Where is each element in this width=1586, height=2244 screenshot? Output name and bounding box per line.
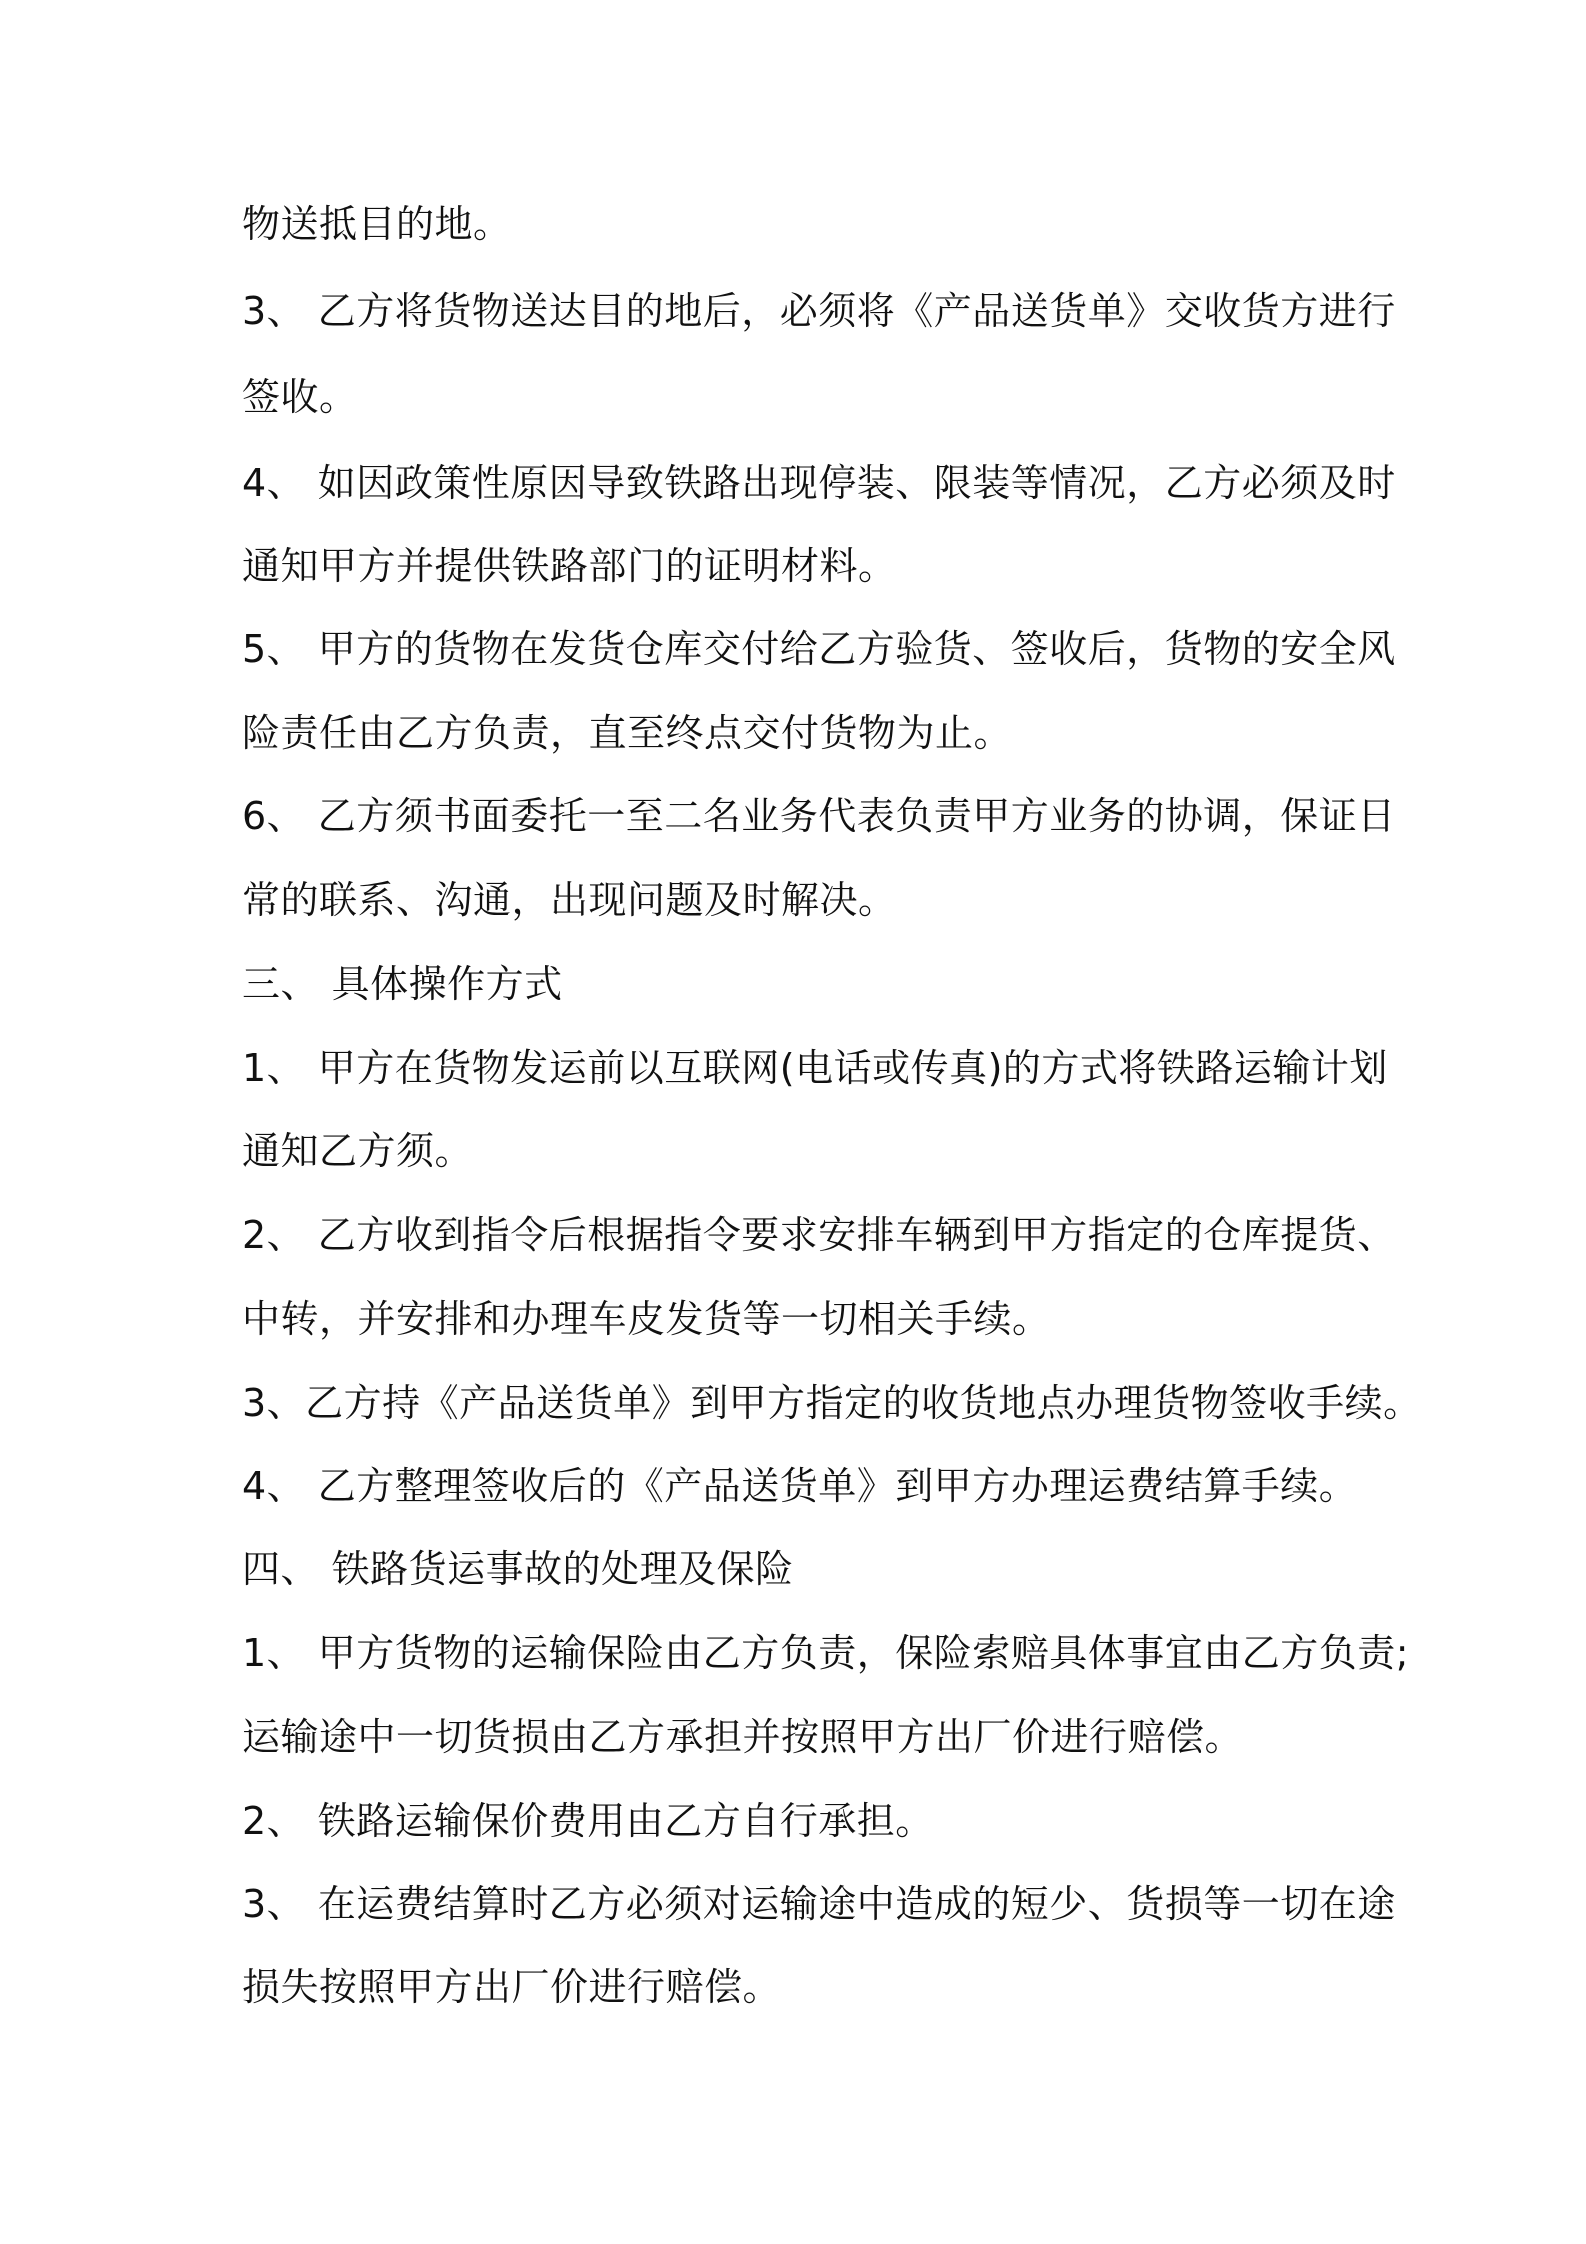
- text-line: 2、 铁路运输保价费用由乙方自行承担。: [242, 1799, 934, 1843]
- text-line: 签收。: [242, 375, 358, 419]
- text-line: 物送抵目的地。: [242, 202, 512, 246]
- text-line: 1、 甲方货物的运输保险由乙方负责，保险索赔具体事宜由乙方负责;: [242, 1631, 1410, 1675]
- text-line: 运输途中一切货损由乙方承担并按照甲方出厂价进行赔偿。: [242, 1715, 1244, 1759]
- text-line: 4、 乙方整理签收后的《产品送货单》到甲方办理运费结算手续。: [242, 1464, 1358, 1508]
- text-line: 险责任由乙方负责，直至终点交付货物为止。: [242, 711, 1013, 755]
- text-line: 2、 乙方收到指令后根据指令要求安排车辆到甲方指定的仓库提货、: [242, 1213, 1396, 1257]
- text-line: 3、 乙方将货物送达目的地后，必须将《产品送货单》交收货方进行: [242, 289, 1396, 333]
- section-heading: 四、 铁路货运事故的处理及保险: [242, 1547, 794, 1591]
- text-line: 通知乙方须。: [242, 1129, 474, 1173]
- section-heading: 三、 具体操作方式: [242, 962, 563, 1006]
- text-line: 中转，并安排和办理车皮发货等一切相关手续。: [242, 1297, 1051, 1341]
- text-line: 3、乙方持《产品送货单》到甲方指定的收货地点办理货物签收手续。: [242, 1381, 1422, 1425]
- text-line: 损失按照甲方出厂价进行赔偿。: [242, 1965, 782, 2009]
- text-line: 4、 如因政策性原因导致铁路出现停装、限装等情况，乙方必须及时: [242, 461, 1396, 505]
- text-line: 5、 甲方的货物在发货仓库交付给乙方验货、签收后，货物的安全风: [242, 627, 1396, 671]
- text-line: 1、 甲方在货物发运前以互联网(电话或传真)的方式将铁路运输计划: [242, 1046, 1388, 1090]
- text-line: 通知甲方并提供铁路部门的证明材料。: [242, 544, 897, 588]
- text-line: 6、 乙方须书面委托一至二名业务代表负责甲方业务的协调，保证日: [242, 794, 1396, 838]
- text-line: 常的联系、沟通，出现问题及时解决。: [242, 878, 897, 922]
- text-line: 3、 在运费结算时乙方必须对运输途中造成的短少、货损等一切在途: [242, 1882, 1396, 1926]
